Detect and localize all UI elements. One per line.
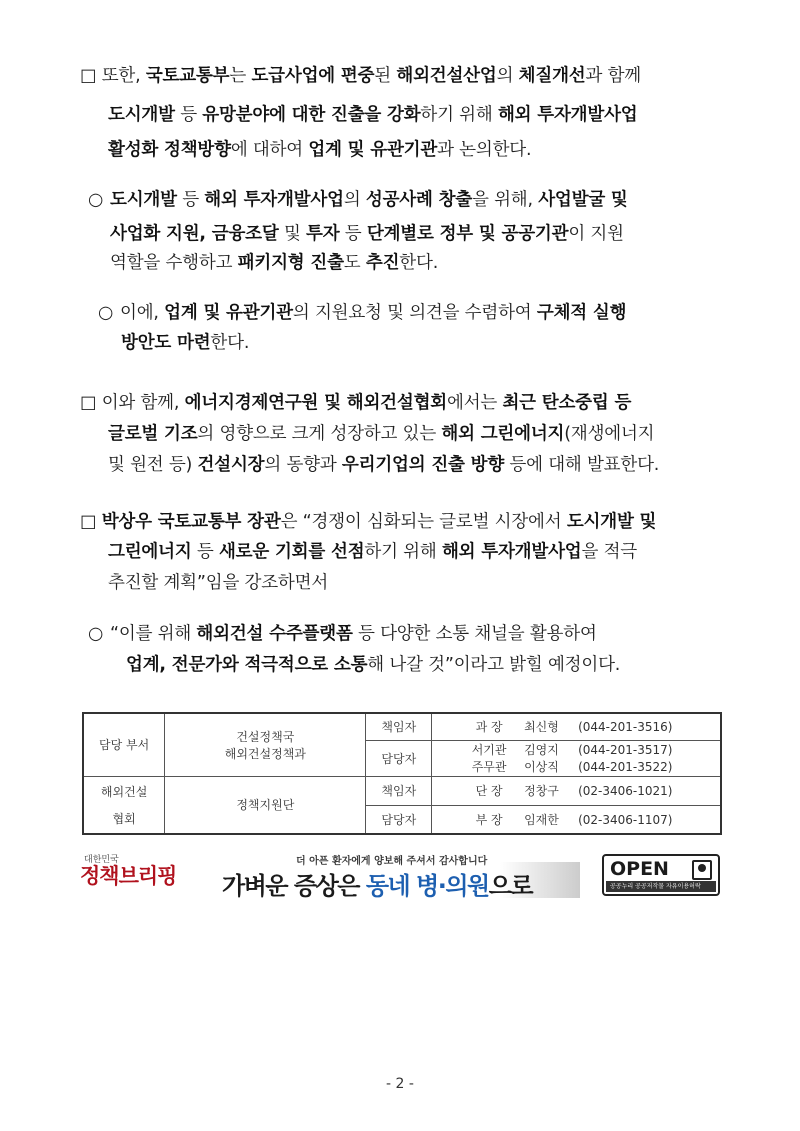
open-license-badge: OPEN 공공누리 공공저작물 자유이용허락 <box>602 854 720 896</box>
p1-line2: 도시개발 등 유망분야에 대한 진출을 강화하기 위해 해외 투자개발사업 <box>108 105 638 125</box>
p6-line1: ○ “이를 위해 해외건설 수주플랫폼 등 다양한 소통 채널을 활용하여 <box>88 624 597 644</box>
p2-line2: 사업화 지원, 금융조달 및 투자 등 단계별로 정부 및 공공기관이 지원 <box>110 224 624 244</box>
p4-line2: 글로벌 기조의 영향으로 크게 성장하고 있는 해외 그린에너지(재생에너지 <box>108 424 655 444</box>
policy-briefing-logo: 대한민국 정책브리핑 <box>80 855 177 888</box>
dept-name: 건설정책국 해외건설정책과 <box>165 713 366 776</box>
p5-line3: 추진할 계획”임을 강조하면서 <box>108 573 329 593</box>
p2-line3: 역할을 수행하고 패키지형 진출도 추진한다. <box>110 253 439 273</box>
p1-line3: 활성화 정책방향에 대하여 업계 및 유관기관과 논의한다. <box>108 140 532 160</box>
contact-person: 부 장 임재한 (02-3406-1107) <box>432 805 721 834</box>
contact-table <box>82 712 722 835</box>
circle-bullet: ○ <box>88 190 104 210</box>
p2-line1: ○ 도시개발 등 해외 투자개발사업의 성공사례 창출을 위해, 사업발굴 및 <box>88 190 628 210</box>
circle-bullet: ○ <box>98 303 114 323</box>
contact-person: 과 장 최신형 (044-201-3516) <box>432 713 721 740</box>
contact-person: 단 장 정창구 (02-3406-1021) <box>432 776 721 805</box>
checkbox-bullet: □ <box>80 512 97 532</box>
page-number: - 2 - <box>386 1076 414 1092</box>
p4-line3: 및 원전 등) 건설시장의 동향과 우리기업의 진출 방향 등에 대해 발표한다. <box>108 455 660 475</box>
p5-line1: □ 박상우 국토교통부 장관은 “경쟁이 심화되는 글로벌 시장에서 도시개발 및 <box>80 512 657 532</box>
role-chief: 책임자 <box>366 713 432 740</box>
checkbox-bullet: □ <box>80 393 97 413</box>
table-row <box>83 713 721 740</box>
role-chief: 책임자 <box>366 776 432 805</box>
p1-line1: □ 또한, 국토교통부는 도급사업에 편중된 해외건설산업의 체질개선과 함께 <box>80 66 641 86</box>
assoc-name: 정책지원단 <box>165 776 366 834</box>
table-row <box>83 776 721 805</box>
p5-line2: 그린에너지 등 새로운 기회를 선점하기 위해 해외 투자개발사업을 적극 <box>108 542 637 562</box>
assoc-label: 해외건설 협회 <box>83 776 165 834</box>
person-icon <box>692 860 712 880</box>
p3-line1: ○ 이에, 업계 및 유관기관의 지원요청 및 의견을 수렴하여 구체적 실행 <box>98 303 627 323</box>
role-staff: 담당자 <box>366 805 432 834</box>
p4-line1: □ 이와 함께, 에너지경제연구원 및 해외건설협회에서는 최근 탄소중립 등 <box>80 393 632 413</box>
p6-line2: 업계, 전문가와 적극적으로 소통해 나갈 것”이라고 밝힐 예정이다. <box>126 655 621 675</box>
checkbox-bullet: □ <box>80 66 97 86</box>
contact-person: 서기관 김영지 (044-201-3517) 주무관 이상직 (044-201-3522) <box>432 740 721 776</box>
role-staff: 담당자 <box>366 740 432 776</box>
campaign-banner: 더 아픈 환자에게 양보해 주셔서 감사합니다 가벼운 증상은 동네 병·의원으로 <box>220 850 580 900</box>
p3-line2: 방안도 마련한다. <box>121 333 250 353</box>
footer-banners <box>80 850 720 900</box>
circle-bullet: ○ <box>88 624 104 644</box>
dept-label: 담당 부서 <box>83 713 165 776</box>
